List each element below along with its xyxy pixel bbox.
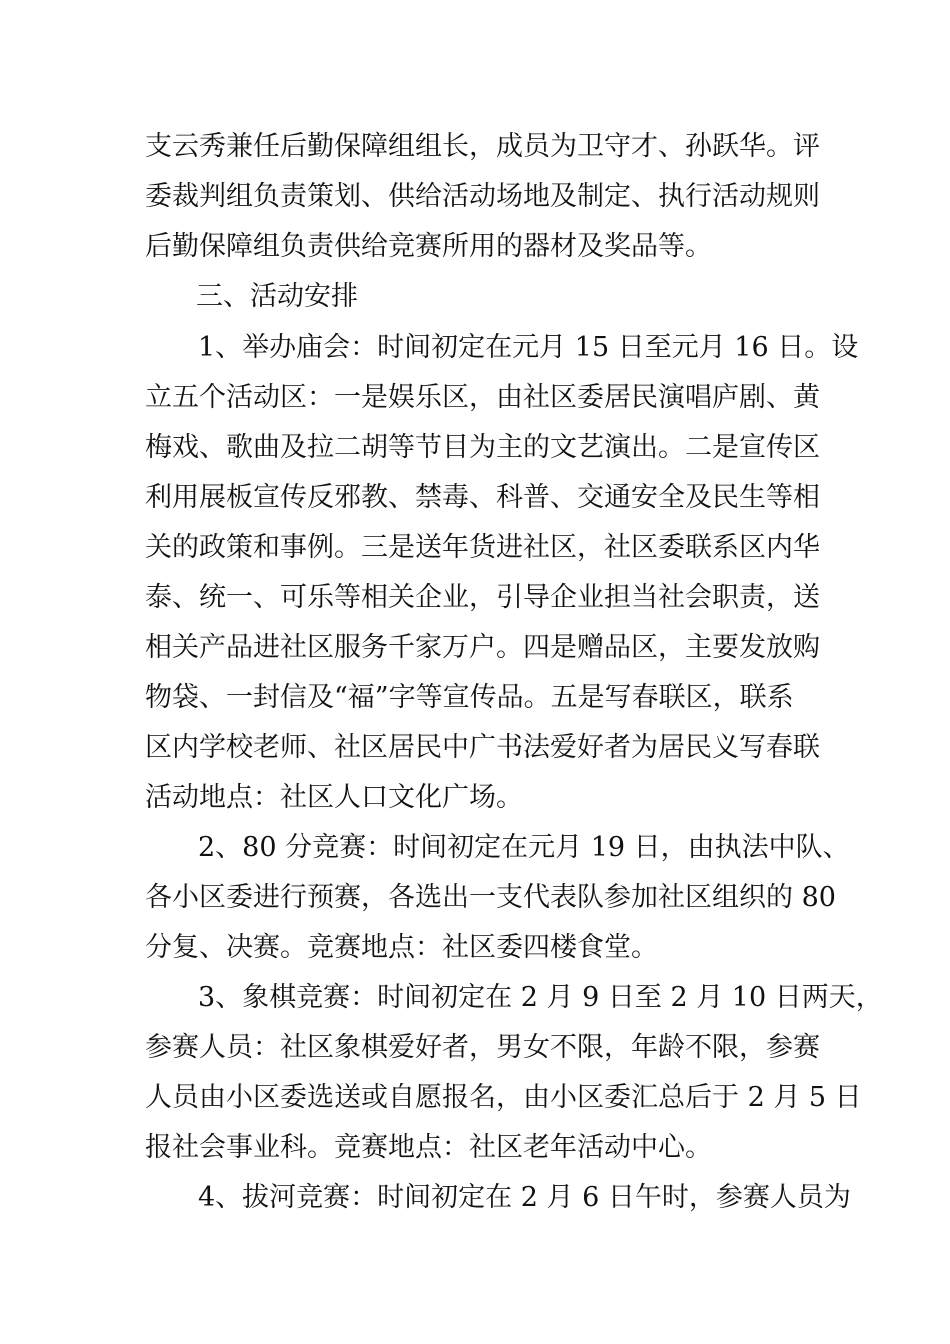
text-line: 报社会事业科。竞赛地点：社区老年活动中心。 xyxy=(145,1132,712,1163)
text-line: 参赛人员：社区象棋爱好者，男女不限，年龄不限，参赛 xyxy=(145,1032,820,1063)
text-line: 4、拔河竞赛：时间初定在 2 月 6 日午时，参赛人员为 xyxy=(198,1182,851,1213)
text-line: 1、举办庙会：时间初定在元月 15 日至元月 16 日。设 xyxy=(198,332,859,363)
text-line: 人员由小区委选送或自愿报名，由小区委汇总后于 2 月 5 日 xyxy=(145,1082,862,1113)
section-heading: 三、活动安排 xyxy=(196,281,358,312)
text-line: 利用展板宣传反邪教、禁毒、科普、交通安全及民生等相 xyxy=(145,482,820,513)
text-line: 分复、决赛。竞赛地点：社区委四楼食堂。 xyxy=(145,932,658,963)
text-line: 活动地点：社区人口文化广场。 xyxy=(145,782,523,813)
text-line: 3、象棋竞赛：时间初定在 2 月 9 日至 2 月 10 日两天， xyxy=(198,982,883,1013)
text-line: 物袋、一封信及“福”字等宣传品。五是写春联区，联系 xyxy=(145,682,794,713)
text-line: 后勤保障组负责供给竞赛所用的器材及奖品等。 xyxy=(145,231,712,262)
text-line: 2、80 分竞赛：时间初定在元月 19 日，由执法中队、 xyxy=(198,832,850,863)
text-line: 关的政策和事例。三是送年货进社区，社区委联系区内华 xyxy=(145,532,820,563)
text-line: 梅戏、歌曲及拉二胡等节目为主的文艺演出。二是宣传区 xyxy=(145,432,820,463)
text-line: 区内学校老师、社区居民中广书法爱好者为居民义写春联 xyxy=(145,732,820,763)
text-line: 相关产品进社区服务千家万户。四是赠品区，主要发放购 xyxy=(145,632,820,663)
text-line: 委裁判组负责策划、供给活动场地及制定、执行活动规则 xyxy=(145,181,820,212)
text-line: 支云秀兼任后勤保障组组长，成员为卫守才、孙跃华。评 xyxy=(145,131,820,162)
text-line: 泰、统一、可乐等相关企业，引导企业担当社会职责，送 xyxy=(145,582,820,613)
text-line: 立五个活动区：一是娱乐区，由社区委居民演唱庐剧、黄 xyxy=(145,382,820,413)
text-line: 各小区委进行预赛，各选出一支代表队参加社区组织的 80 xyxy=(145,882,836,913)
